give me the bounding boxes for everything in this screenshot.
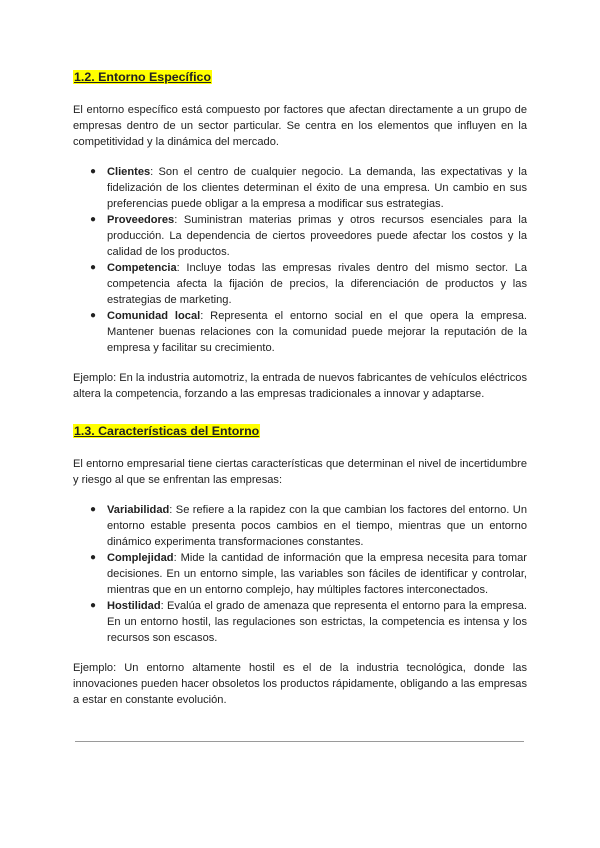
section-heading-entorno-especifico: 1.2. Entorno Específico [74,70,212,84]
bullet-list [73,502,527,646]
section-intro-paragraph: El entorno empresarial tiene ciertas características que determinan el nivel de incertidumbre y riesgo al que se enfrentan las empresas: [73,458,527,486]
bullet-icon: ● [90,504,97,515]
bullet-icon: ● [90,310,97,321]
bullet-icon: ● [90,262,97,273]
document-content [73,68,527,708]
bullet-icon: ● [90,214,97,225]
list-item: ● Complejidad: Mide la cantidad de información que la empresa necesita para tomar decisiones. En un entorno simple, las variables son fáciles de identificar y controlar, mientras que en un entorno complejo, hay múltiples factores interconectados. [90,552,527,596]
horizontal-divider [75,741,524,742]
list-item: ● Variabilidad: Se refiere a la rapidez con la que cambian los factores del entorno. Un entorno estable presenta pocos cambios en el tiempo, mientras que un entorno dinámico experimenta transformaciones constantes. [90,504,527,548]
bullet-list [73,164,527,356]
list-item: ● Competencia: Incluye todas las empresas rivales dentro del mismo sector. La competencia afecta la fijación de precios, la diferenciación de productos y las estrategias de marketing. [90,262,527,306]
section-heading-caracteristicas: 1.3. Características del Entorno [74,424,260,438]
bullet-icon: ● [90,166,97,177]
list-item: ● Hostilidad: Evalúa el grado de amenaza que representa el entorno para la empresa. En un entorno hostil, las regulaciones son estrictas, la competencia es intensa y los recursos son escasos. [90,600,527,644]
list-item: ● Clientes: Son el centro de cualquier negocio. La demanda, las expectativas y la fidelización de los clientes determinan el éxito de una empresa. Un cambio en sus preferencias puede obligar a la empresa a modificar sus estrategias. [90,166,527,210]
bullet-icon: ● [90,600,97,611]
list-item: ● Proveedores: Suministran materias primas y otros recursos esenciales para la producción. La dependencia de ciertos proveedores puede afectar los costos y la calidad de los productos. [90,214,527,258]
list-item: ● Comunidad local: Representa el entorno social en el que opera la empresa. Mantener buenas relaciones con la comunidad puede mejorar la reputación de la empresa y facilitar su crecimiento. [90,310,528,354]
section-intro-paragraph: El entorno específico está compuesto por factores que afectan directamente a un grupo de empresas dentro de un sector particular. Se centra en los elementos que influyen en la competitividad y la dinámica del mercado. [73,104,527,148]
example-paragraph: Ejemplo: Un entorno altamente hostil es el de la industria tecnológica, donde las innovaciones pueden hacer obsoletos los productos rápidamente, obligando a las empresas a estar en constante evolución. [73,662,527,706]
example-paragraph: Ejemplo: En la industria automotriz, la entrada de nuevos fabricantes de vehículos eléctricos altera la competencia, forzando a las empresas tradicionales a innovar y adaptarse. [73,372,527,400]
bullet-icon: ● [90,552,97,563]
